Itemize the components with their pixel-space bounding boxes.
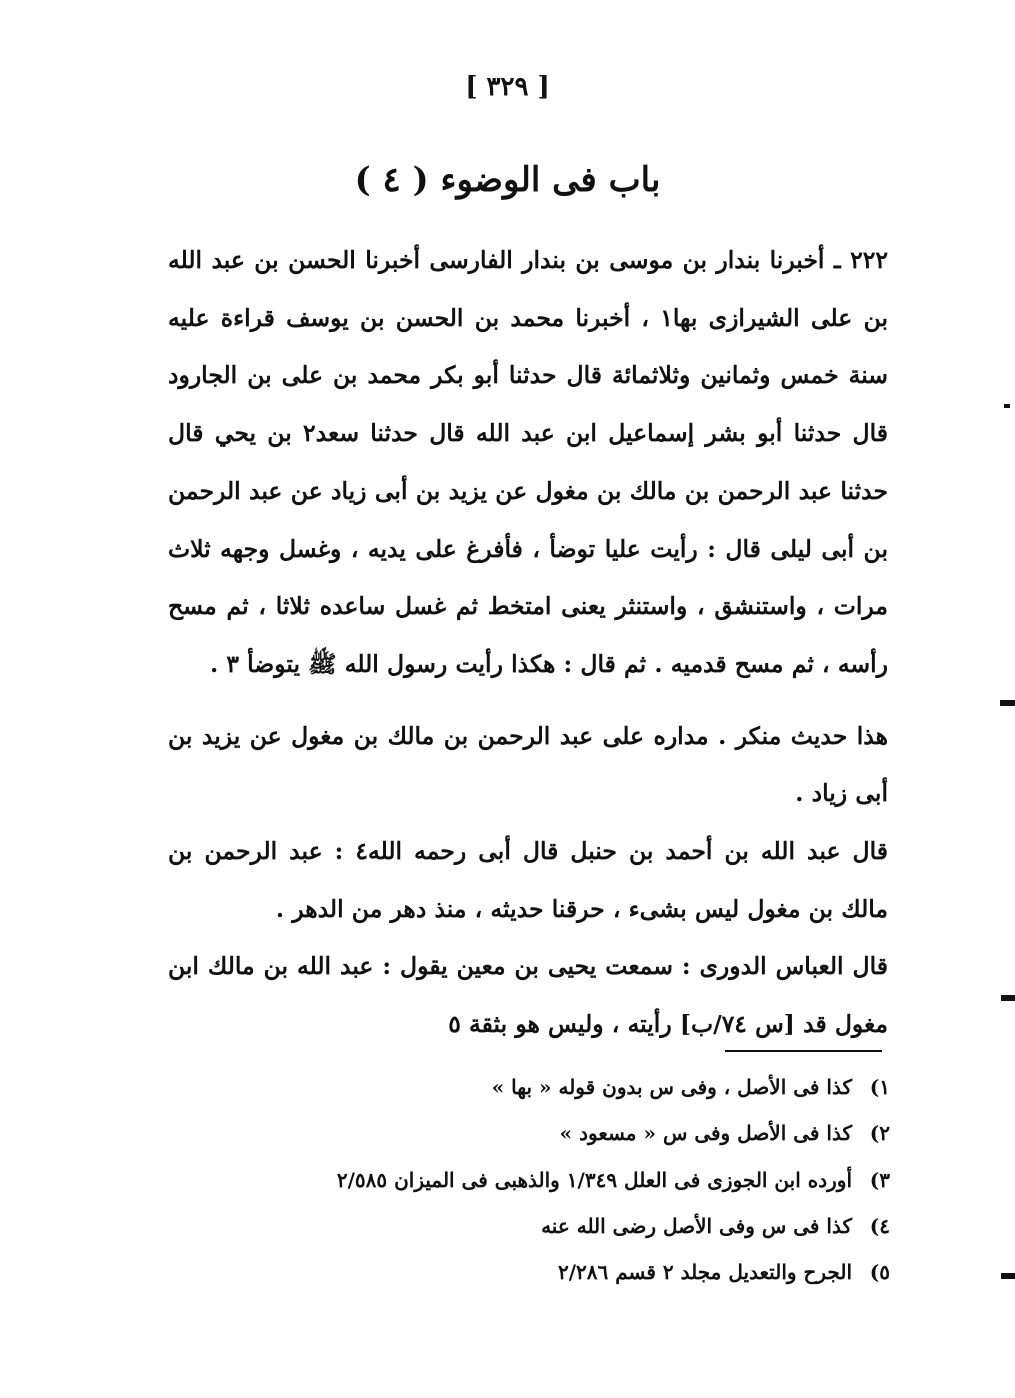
commentary-paragraph: قال العباس الدورى : سمعت يحيى بن معين يقول : عبد الله بن مالك ابن مغول قد [س ٧٤/ب] رأيته ، وليس هو بثقة ٥ [168, 952, 888, 1039]
footnote-text: كذا فى الأصل ، وفى س بدون قوله « بها » [491, 1075, 852, 1099]
footnote [300, 1249, 890, 1295]
footnote-number: ٤) [869, 1213, 890, 1238]
footnote [300, 1110, 890, 1156]
main-text [168, 232, 888, 1054]
scan-mark [1001, 1273, 1015, 1279]
hadith-paragraph: ٢٢٢ ـ أخبرنا بندار بن موسى بن بندار الفارسى أخبرنا الحسن بن عبد الله بن على الشيرازى بها١ ، أخبرنا محمد بن الحسن بن يوسف قراءة عليه سنة خمس وثمانين وثلاثمائة قال حدثنا أبو بكر محمد بن على بن الجارود قال حدثنا أبو بشر إسماعيل ابن عبد الله قال حدثنا سعد٢ بن يحي قال حدثنا عبد الرحمن بن مالك بن مغول عن يزيد بن أبى زياد عن عبد الرحمن بن أبى ليلى قال : رأيت عليا توضأ ، فأفرغ على يديه ، وغسل وجهه ثلاث مرات ، واستنشق ، واستنثر يعنى امتخط ثم غسل ساعده ثلاثا ، ثم مسح رأسه ، ثم مسح قدميه . ثم قال : هكذا رأيت رسول الله ﷺ يتوضأ ٣ . [168, 246, 888, 678]
footnote-text: كذا فى الأصل وفى س « مسعود » [559, 1121, 852, 1146]
footnote-separator [725, 1050, 882, 1052]
footnote [300, 1203, 890, 1249]
footnote-number: ٢) [869, 1121, 890, 1146]
scan-mark [1000, 700, 1015, 706]
scan-mark [1001, 995, 1015, 1001]
footnote-text: أورده ابن الجوزى فى العلل ١/٣٤٩ والذهبى فى الميزان ٢/٥٨٥ [336, 1167, 852, 1192]
chapter-heading: ( ٤ ) باب فى الوضوء [354, 160, 661, 200]
commentary-paragraph: هذا حديث منكر . مداره على عبد الرحمن بن مالك بن مغول عن يزيد بن أبى زياد . [168, 721, 888, 808]
footnote [300, 1064, 890, 1110]
footnote-number: ٣) [869, 1167, 890, 1192]
footnote-number: ١) [869, 1075, 890, 1099]
footnotes [300, 1064, 890, 1295]
footnote [300, 1157, 890, 1203]
footnote-text: كذا فى س وفى الأصل رضى الله عنه [541, 1213, 852, 1238]
page-number: [ ٣٢٩ ] [465, 72, 550, 102]
footnote-text: الجرح والتعديل مجلد ٢ قسم ٢/٢٨٦ [557, 1260, 852, 1285]
commentary-paragraph: قال عبد الله بن أحمد بن حنبل قال أبى رحمه الله٤ : عبد الرحمن بن مالك بن مغول ليس بشىء ، حرقنا حديثه ، منذ دهر من الدهر . [168, 837, 888, 923]
footnote-number: ٥) [869, 1260, 890, 1285]
scan-mark [1004, 404, 1010, 408]
